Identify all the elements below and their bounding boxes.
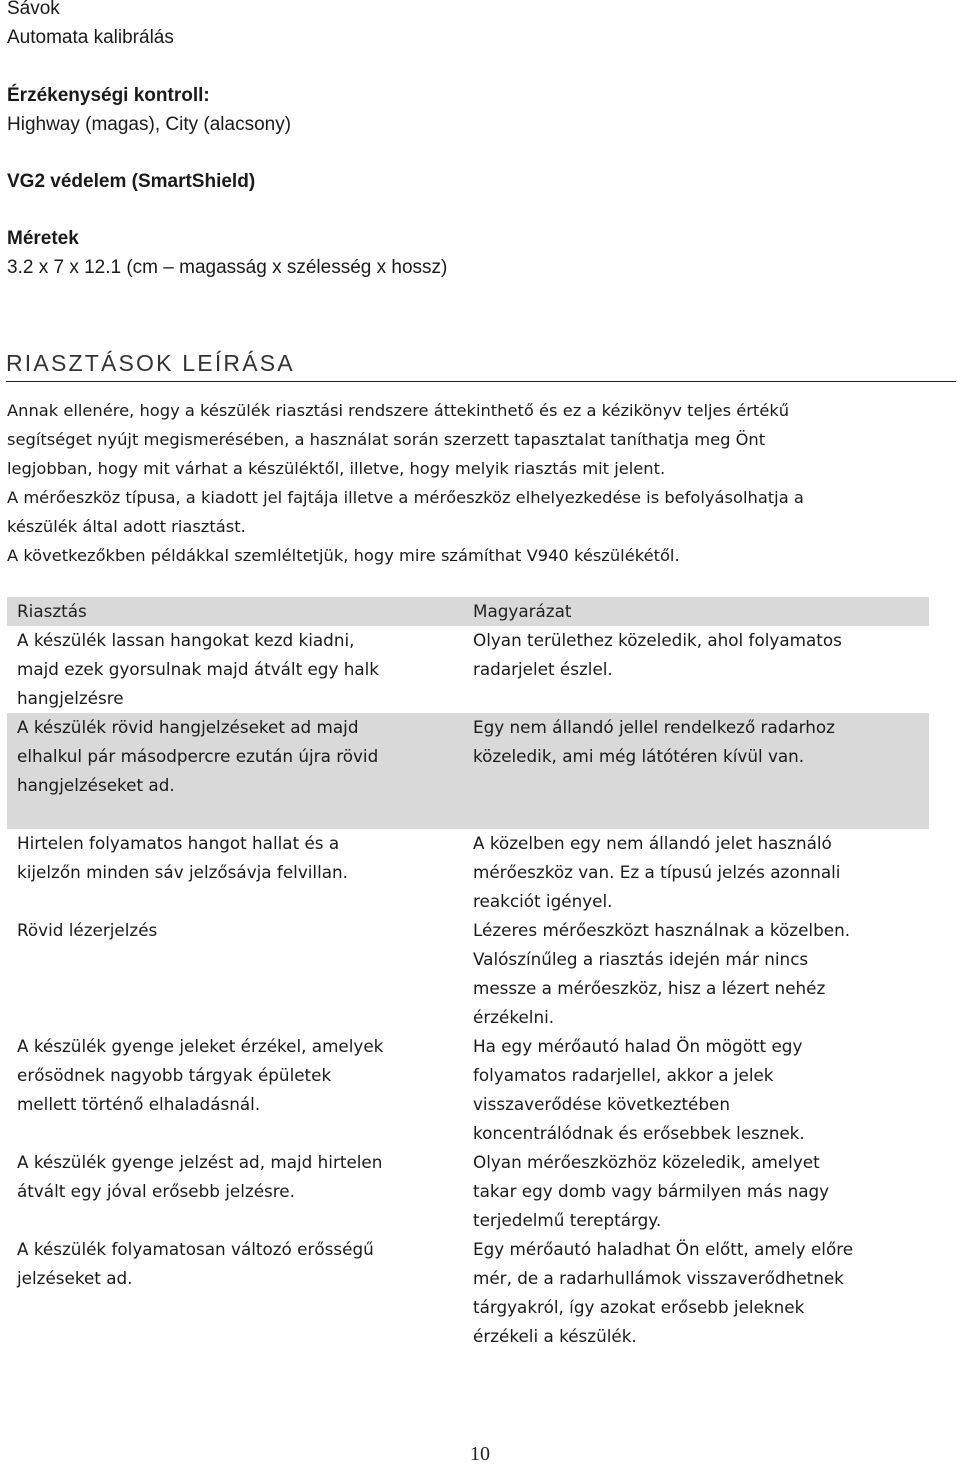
table-header-alert: Riasztás — [17, 601, 87, 621]
table-row-alert: A készülék rövid hangjelzéseket ad majd elhalkul pár másodpercre ezután újra rövid hangjelzéseket ad. — [17, 717, 379, 795]
table-row-alert: Hirtelen folyamatos hangot hallat és a kijelzőn minden sáv jelzősávja felvillan. — [17, 833, 348, 882]
table-row-explanation: Olyan területhez közeledik, ahol folyamatos radarjelet észlel. — [473, 630, 842, 679]
dimensions-title: Méretek — [7, 228, 79, 249]
table-row-explanation: Ha egy mérőautó halad Ön mögött egy folyamatos radarjellel, akkor a jelek visszaverődése következtében koncentrálódnak és erősebbek lesznek. — [473, 1036, 805, 1143]
section-heading: RIASZTÁSOK LEÍRÁSA — [6, 350, 295, 376]
table-row-alert: Rövid lézerjelzés — [17, 920, 158, 940]
dimensions-value: 3.2 x 7 x 12.1 (cm – magasság x szélesség x hossz) — [7, 257, 448, 278]
table-row-explanation: Olyan mérőeszközhöz közeledik, amelyet takar egy domb vagy bármilyen más nagy terjedelmű tereptárgy. — [473, 1152, 830, 1230]
table-row-explanation: Egy mérőautó haladhat Ön előtt, amely előre mér, de a radarhullámok visszaverődhetnek tárgyakról, így azokat erősebb jeleknek érzékeli a készülék. — [473, 1239, 854, 1346]
table-row-explanation: Egy nem állandó jellel rendelkező radarhoz közeledik, ami még látótéren kívül van. — [473, 717, 835, 766]
auto-calibration-label: Automata kalibrálás — [7, 27, 174, 48]
section-divider — [6, 381, 956, 382]
table-row-alert: A készülék lassan hangokat kezd kiadni, majd ezek gyorsulnak majd átvált egy halk hangjelzésre — [17, 630, 380, 708]
table-row-alert: A készülék folyamatosan változó erősségű jelzéseket ad. — [17, 1239, 374, 1288]
table-row-alert: A készülék gyenge jeleket érzékel, amelyek erősödnek nagyobb tárgyak épületek mellett történő elhaladásnál. — [17, 1036, 384, 1114]
paragraph-line: készülék által adott riasztást. — [7, 517, 246, 536]
paragraph-line: legjobban, hogy mit várhat a készüléktől, illetve, hogy melyik riasztás mit jelent. — [7, 459, 666, 478]
paragraph-line: segítséget nyújt megismerésében, a használat során szerzett tapasztalat taníthatja meg Önt — [7, 430, 766, 449]
protection-title: VG2 védelem (SmartShield) — [7, 171, 256, 192]
table-row-explanation: A közelben egy nem állandó jelet használó mérőeszköz van. Ez a típusú jelzés azonnali reakciót igényel. — [473, 833, 841, 911]
table-row-alert: A készülék gyenge jelzést ad, majd hirtelen átvált egy jóval erősebb jelzésre. — [17, 1152, 383, 1201]
paragraph-line: A következőkben példákkal szemléltetjük, hogy mire számíthat V940 készülékétől. — [7, 546, 680, 565]
sensitivity-title: Érzékenységi kontroll: — [7, 85, 210, 106]
table-row-explanation: Lézeres mérőeszközt használnak a közelben. Valószínűleg a riasztás idején már nincs messze a mérőeszköz, hisz a lézert nehéz érzékelni. — [473, 920, 851, 1027]
paragraph-line: A mérőeszköz típusa, a kiadott jel fajtája illetve a mérőeszköz elhelyezkedése is befolyásolhatja a — [7, 488, 804, 507]
table-header-explanation: Magyarázat — [473, 601, 572, 621]
bands-label: Sávok — [7, 0, 60, 19]
page-number: 10 — [470, 1443, 490, 1465]
sensitivity-value: Highway (magas), City (alacsony) — [7, 114, 292, 135]
paragraph-line: Annak ellenére, hogy a készülék riasztási rendszere áttekinthető és ez a kézikönyv teljes értékű — [7, 401, 790, 420]
